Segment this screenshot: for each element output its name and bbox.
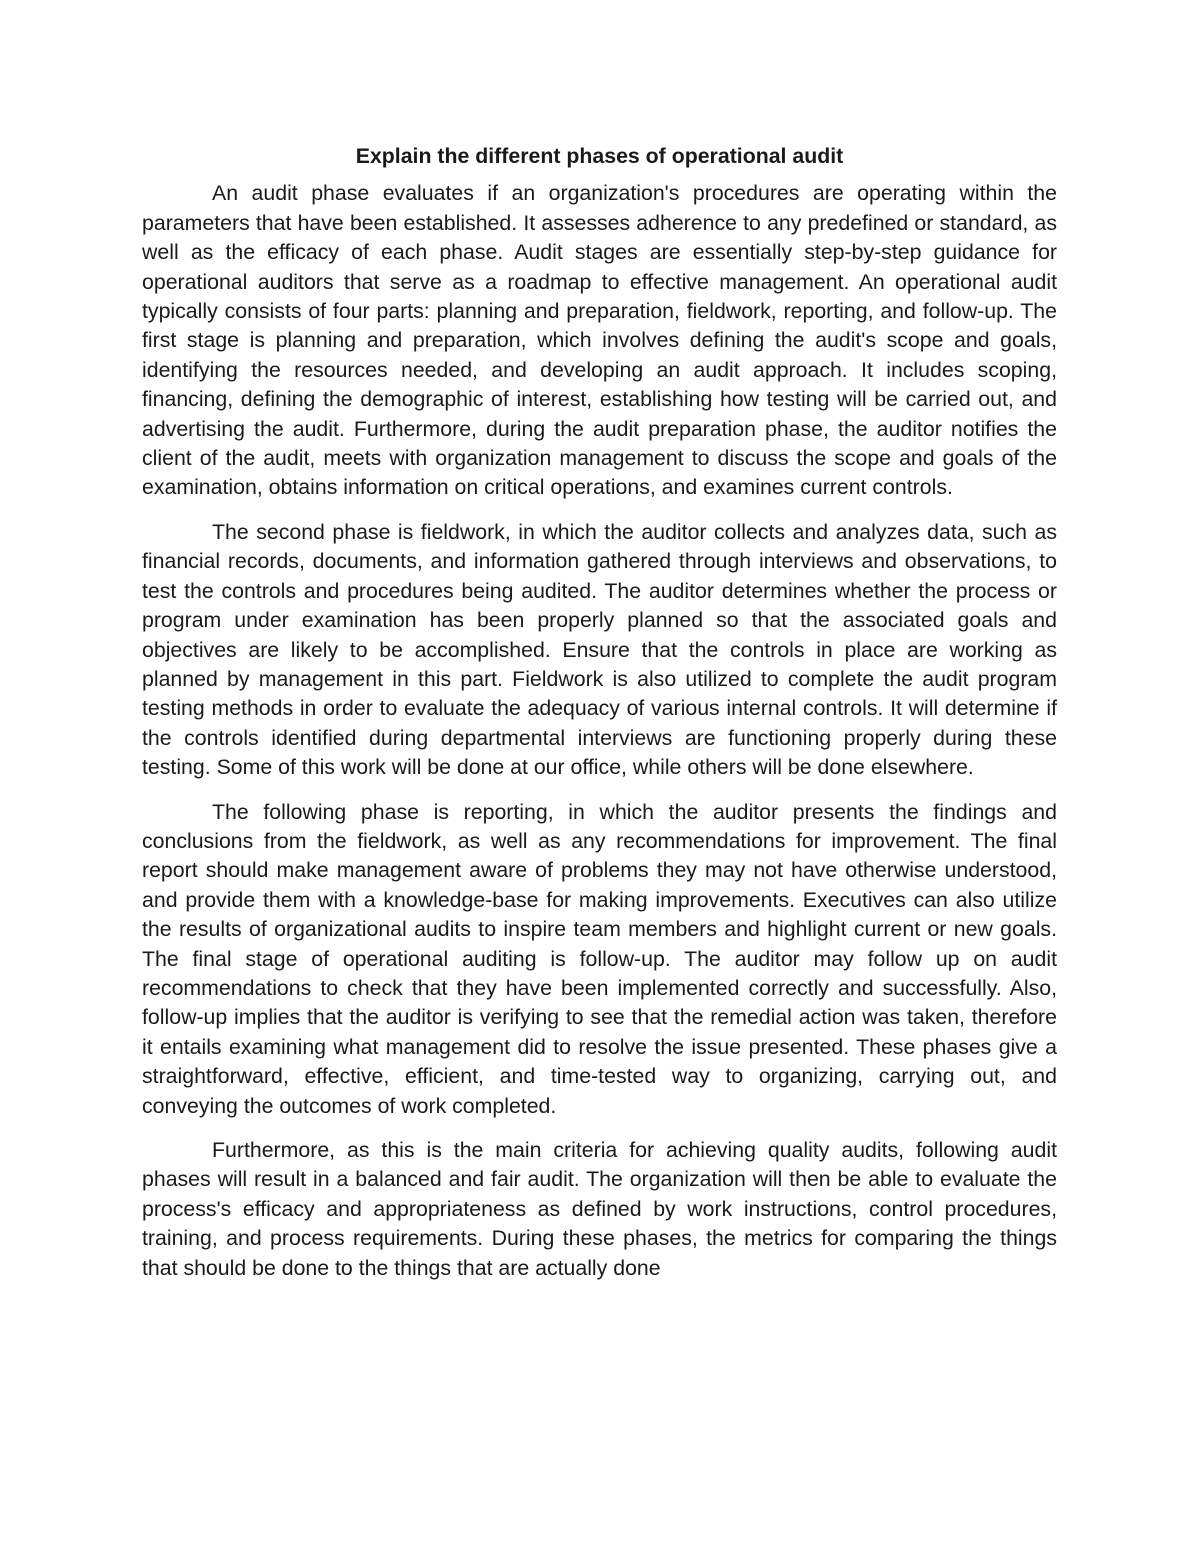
paragraph-4: Furthermore, as this is the main criteria for achieving quality audits, following audit phases will result in a balanced and fair audit. The organization will then be able to evaluate the process's efficacy and appropriateness as defined by work instructions, control procedures, training, and process requirements. During these phases, the metrics for comparing the things that should be done to the things that are actually done	[142, 1138, 1057, 1280]
paragraph-3: The following phase is reporting, in which the auditor presents the findings and conclusions from the fieldwork, as well as any recommendations for improvement. The final report should make management aware of problems they may not have otherwise understood, and provide them with a knowledge-base for making improvements. Executives can also utilize the results of organizational audits to inspire team members and highlight current or new goals. The final stage of operational auditing is follow-up. The auditor may follow up on audit recommendations to check that they have been implemented correctly and successfully. Also, follow-up implies that the auditor is verifying to see that the remedial action was taken, therefore it entails examining what management did to resolve the issue presented. These phases give a straightforward, effective, efficient, and time-tested way to organizing, carrying out, and conveying the outcomes of work completed.	[142, 799, 1057, 1118]
document-page	[142, 142, 1057, 1298]
document-title: Explain the different phases of operational audit	[355, 144, 844, 168]
paragraph-2: The second phase is fieldwork, in which the auditor collects and analyzes data, such as financial records, documents, and information gathered through interviews and observations, to test the controls and procedures being audited. The auditor determines whether the process or program under examination has been properly planned so that the associated goals and objectives are likely to be accomplished. Ensure that the controls in place are working as planned by management in this part. Fieldwork is also utilized to complete the audit program testing methods in order to evaluate the adequacy of various internal controls. It will determine if the controls identified during departmental interviews are functioning properly during these testing. Some of this work will be done at our office, while others will be done elsewhere.	[142, 519, 1057, 780]
paragraph-1: An audit phase evaluates if an organization's procedures are operating within the parameters that have been established. It assesses adherence to any predefined or standard, as well as the efficacy of each phase. Audit stages are essentially step-by-step guidance for operational auditors that serve as a roadmap to effective management. An operational audit typically consists of four parts: planning and preparation, fieldwork, reporting, and follow-up. The first stage is planning and preparation, which involves defining the audit's scope and goals, identifying the resources needed, and developing an audit approach. It includes scoping, financing, defining the demographic of interest, establishing how testing will be carried out, and advertising the audit. Furthermore, during the audit preparation phase, the auditor notifies the client of the audit, meets with organization management to discuss the scope and goals of the examination, obtains information on critical operations, and examines current controls.	[142, 181, 1057, 500]
